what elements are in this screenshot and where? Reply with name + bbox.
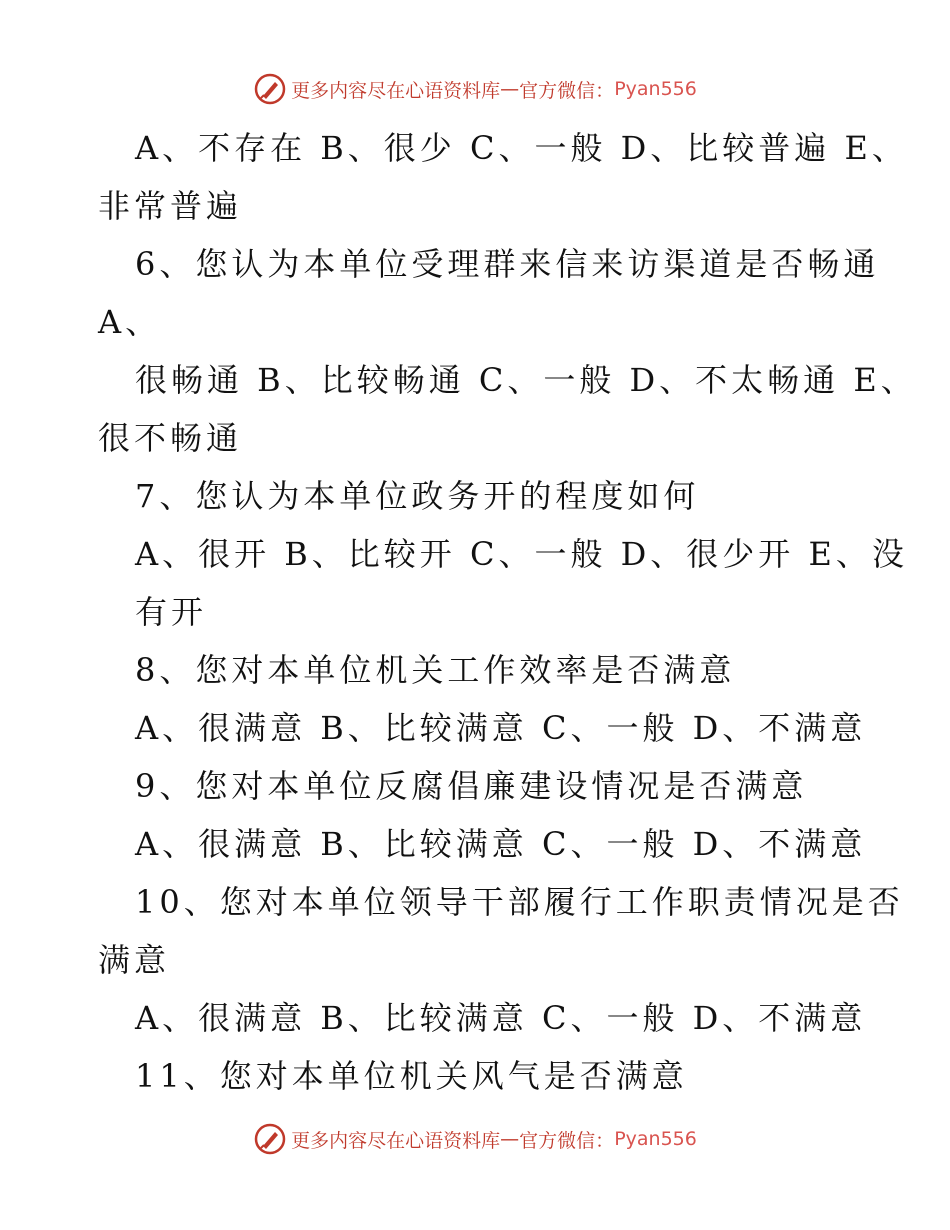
question-10: 10、您对本单位领导干部履行工作职责情况是否 bbox=[135, 883, 904, 921]
question-10-wrap: 满意 bbox=[98, 941, 171, 979]
question-9-options: A、很满意 B、比较满意 C、一般 D、不满意 bbox=[135, 825, 867, 863]
option-line-wrap: 非常普遍 bbox=[98, 187, 243, 225]
footer-banner bbox=[0, 1122, 950, 1156]
banner-handle: Pyan556 bbox=[614, 1128, 697, 1150]
question-7: 7、您认为本单位政务开的程度如何 bbox=[135, 477, 700, 515]
question-8-options: A、很满意 B、比较满意 C、一般 D、不满意 bbox=[135, 709, 867, 747]
question-8: 8、您对本单位机关工作效率是否满意 bbox=[135, 651, 736, 689]
banner-handle: Pyan556 bbox=[614, 78, 697, 100]
question-6-wrap: A、 bbox=[98, 303, 162, 341]
header-banner bbox=[0, 72, 950, 106]
banner-separator: — bbox=[500, 78, 520, 100]
question-7-options: A、很开 B、比较开 C、一般 D、很少开 E、没 bbox=[135, 535, 908, 573]
banner-suffix: 官方微信： bbox=[519, 79, 615, 102]
banner-suffix: 官方微信： bbox=[519, 1129, 615, 1152]
question-7-options-wrap: 有开 bbox=[135, 593, 208, 631]
pen-logo-icon bbox=[253, 72, 287, 106]
question-6-options-wrap: 很不畅通 bbox=[98, 419, 243, 457]
question-6-options: 很畅通 B、比较畅通 C、一般 D、不太畅通 E、 bbox=[135, 361, 917, 399]
banner-separator: — bbox=[500, 1128, 520, 1150]
banner-text: 更多内容尽在心语资料库 bbox=[291, 79, 501, 102]
question-11: 11、您对本单位机关风气是否满意 bbox=[135, 1057, 688, 1095]
pen-logo-icon bbox=[253, 1122, 287, 1156]
question-10-options: A、很满意 B、比较满意 C、一般 D、不满意 bbox=[135, 999, 867, 1037]
option-line: A、不存在 B、很少 C、一般 D、比较普遍 E、 bbox=[135, 129, 908, 167]
question-9: 9、您对本单位反腐倡廉建设情况是否满意 bbox=[135, 767, 808, 805]
question-6: 6、您认为本单位受理群来信来访渠道是否畅通 bbox=[135, 245, 880, 283]
banner-text: 更多内容尽在心语资料库 bbox=[291, 1129, 501, 1152]
